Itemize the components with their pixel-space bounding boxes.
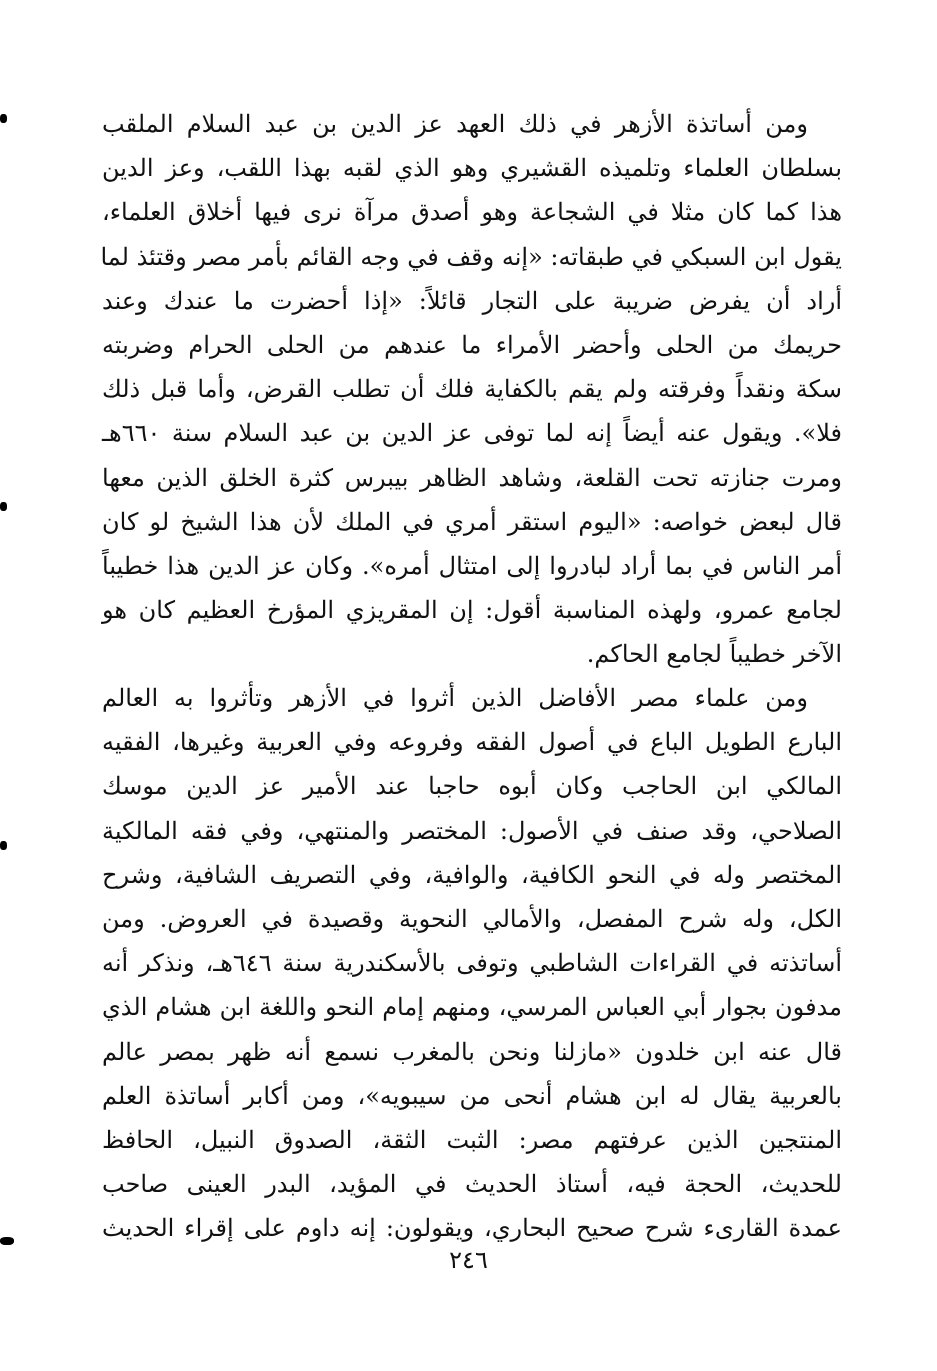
text-line: عمدة القارىء شرح صحيح البحاري، ويقولون: إنه داوم على إقراء الحديث xyxy=(102,1214,842,1243)
text-line: المالكي ابن الحاجب وكان أبوه حاجبا عند الأمير عز الدين موسك xyxy=(102,772,842,801)
text-line: للحديث، الحجة فيه، أستاذ الحديث في المؤيد، البدر العينى صاحب xyxy=(102,1170,842,1199)
text-line: مدفون بجوار أبي العباس المرسي، ومنهم إمام النحو واللغة ابن هشام الذي xyxy=(102,993,843,1022)
text-line: المختصر وله في النحو الكافية، والوافية، وفي التصريف الشافية، وشرح xyxy=(102,860,842,889)
margin-ink-mark xyxy=(0,841,7,850)
text-line: الآخر خطيباً لجامع الحاكم. xyxy=(586,640,842,669)
text-line: لجامع عمرو، ولهذه المناسبة أقول: إن المقريزي المؤرخ العظيم كان هو xyxy=(102,596,842,625)
text-line: فلا». ويقول عنه أيضاً إنه لما توفى عز الدين بن عبد السلام سنة ٦٦٠هـ xyxy=(102,419,842,448)
text-line: المنتجين الذين عرفتهم مصر: الثبت الثقة، الصدوق النبيل، الحافظ xyxy=(102,1125,842,1154)
page-number: ٢٤٦ xyxy=(449,1246,488,1274)
text-line: حريمك من الحلى وأحضر الأمراء ما عندهم من الحلى الحرام وضربته xyxy=(102,330,842,359)
text-line: ومن أساتذة الأزهر في ذلك العهد عز الدين بن عبد السلام الملقب xyxy=(102,110,808,138)
text-line: أراد أن يفرض ضريبة على التجار قائلاً: «إذا أحضرت ما عندك وعند xyxy=(102,286,842,315)
paragraph-izz-al-din xyxy=(102,102,842,676)
text-line: بالعربية يقال له ابن هشام أنحى من سيبويه»، ومن أكابر أساتذة العلم xyxy=(102,1081,842,1110)
text-line: قال لبعض خواصه: «اليوم استقر أمري في الملك لأن هذا الشيخ لو كان xyxy=(102,507,842,536)
text-line: ومرت جنازته تحت القلعة، وشاهد الظاهر بيبرس كثرة الخلق الذين معها xyxy=(102,463,842,492)
text-line: ومن علماء مصر الأفاضل الذين أثروا في الأزهر وتأثروا به العالم xyxy=(102,684,808,712)
text-line: أمر الناس في بما أراد لبادروا إلى امتثال أمره». وكان عز الدين هذا خطيباً xyxy=(102,551,843,580)
text-line: البارع الطويل الباع في أصول الفقه وفروعه وفي العربية وغيرها، الفقيه xyxy=(102,728,842,757)
text-line: هذا كما كان مثلا في الشجاعة وهو أصدق مرآة نرى فيها أخلاق العلماء، xyxy=(102,198,842,227)
text-line: الصلاحي، وقد صنف في الأصول: المختصر والمنتهي، وفي فقه المالكية xyxy=(102,816,842,845)
text-line: سكة ونقداً وفرقته ولم يقم بالكفاية فلك أن تطلب القرض، وأما قبل ذلك xyxy=(102,375,842,404)
text-line: الكل، وله شرح المفصل، والأمالي النحوية وقصيدة في العروض. ومن xyxy=(102,904,842,933)
paragraph-ibn-al-hajib xyxy=(102,676,842,1250)
text-line: قال عنه ابن خلدون «مازلنا ونحن بالمغرب نسمع أنه ظهر بمصر عالم xyxy=(102,1037,842,1066)
margin-ink-mark xyxy=(0,502,7,511)
text-line: أساتذته في القراءات الشاطبي وتوفى بالأسكندرية سنة ٦٤٦هـ، ونذكر أنه xyxy=(102,949,842,978)
margin-ink-mark xyxy=(0,114,7,123)
text-line: بسلطان العلماء وتلميذه القشيري وهو الذي لقبه بهذا اللقب، وعز الدين xyxy=(102,154,842,183)
margin-ink-mark xyxy=(0,1237,14,1245)
text-line: يقول ابن السبكي في طبقاته: «إنه وقف في وجه القائم بأمر مصر وقتئذ لما xyxy=(100,242,842,271)
